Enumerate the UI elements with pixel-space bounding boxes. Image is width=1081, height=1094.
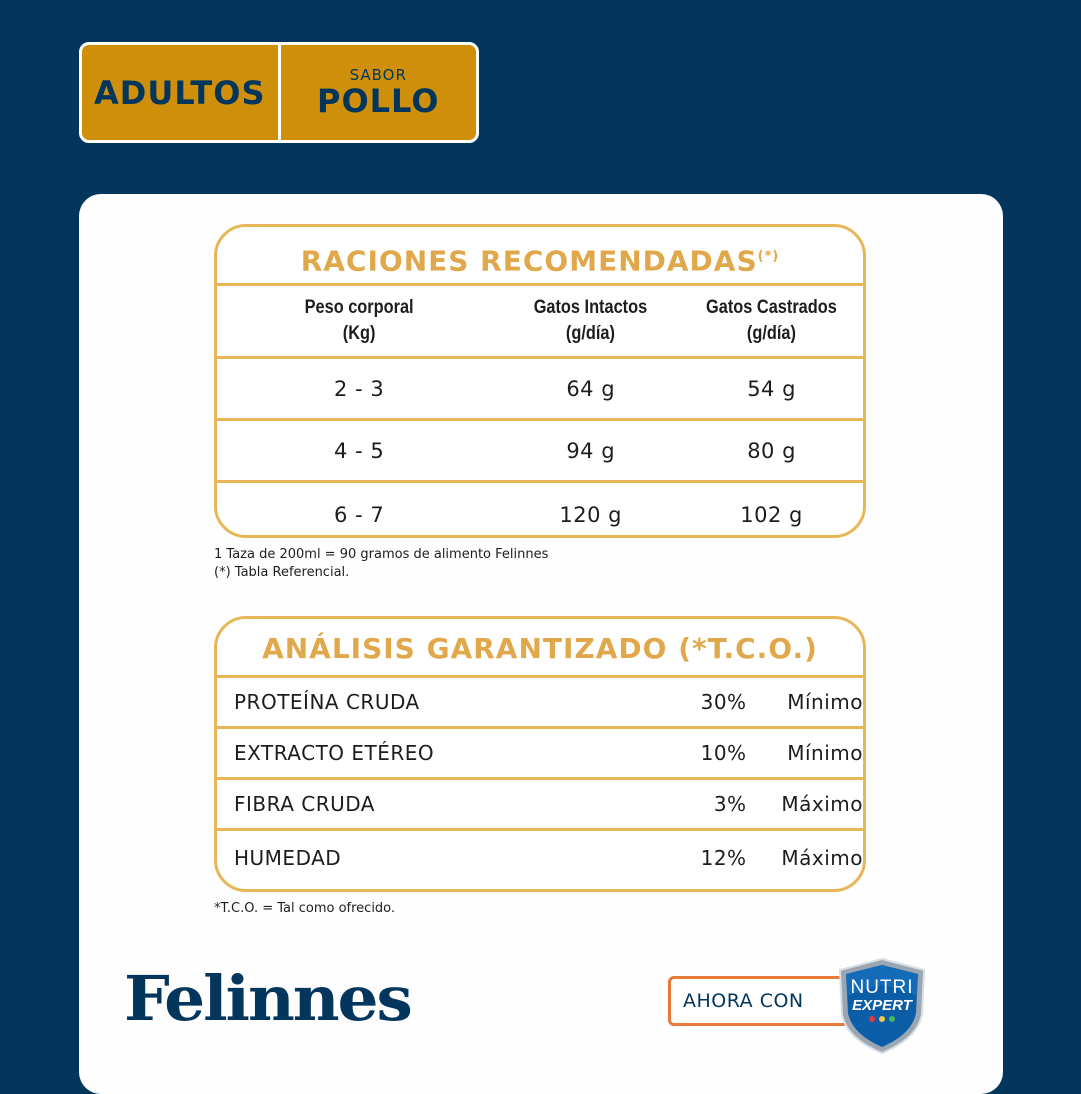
now-with-pill: [668, 976, 858, 1026]
flavor-label: POLLO: [317, 81, 440, 120]
neutered-cell: 102 g: [740, 503, 803, 527]
nutrient-name: FIBRA CRUDA: [234, 792, 375, 816]
analysis-title: ANÁLISIS GARANTIZADO (*T.C.O.): [217, 619, 863, 678]
table-row: [217, 831, 863, 885]
nutrient-type: Máximo: [781, 792, 863, 816]
flavor-caption: SABOR: [349, 65, 407, 84]
header-neutered: Gatos Castrados (g/día): [706, 297, 837, 344]
info-card: [79, 194, 1003, 1094]
nutrient-value: 30%: [700, 690, 747, 714]
rations-title-text: RACIONES RECOMENDADAS: [300, 244, 758, 278]
intact-cell: 64 g: [566, 376, 616, 401]
tco-note: *T.C.O. = Tal como ofrecido.: [214, 901, 396, 916]
table-row: [217, 421, 863, 483]
intact-cell: 120 g: [559, 503, 622, 527]
shield-line2: EXPERT: [852, 997, 912, 1014]
rations-header-row: [217, 286, 863, 359]
cup-note: 1 Taza de 200ml = 90 gramos de alimento Felinnes: [214, 547, 549, 562]
nutrient-type: Máximo: [781, 846, 863, 870]
nutrient-name: HUMEDAD: [234, 846, 342, 870]
rations-note: [214, 546, 548, 582]
nutrient-value: 3%: [713, 792, 747, 816]
audience-cell: [82, 45, 278, 140]
nutri-expert-shield-icon: [834, 956, 930, 1056]
table-row: [217, 729, 863, 780]
nutrient-name: PROTEÍNA CRUDA: [234, 690, 420, 714]
neutered-cell: 80 g: [747, 438, 796, 463]
nutrient-name: EXTRACTO ETÉREO: [234, 741, 435, 765]
neutered-cell: 54 g: [747, 376, 796, 401]
audience-label: ADULTOS: [94, 73, 266, 112]
table-row: [217, 483, 863, 538]
header-intact: Gatos Intactos (g/día): [533, 297, 648, 344]
rations-title: [217, 227, 863, 286]
now-with-label: AHORA CON: [683, 990, 804, 1012]
table-row: [217, 678, 863, 729]
weight-cell: 6 - 7: [334, 503, 385, 527]
analysis-table: [214, 616, 866, 892]
rations-title-mark: (*): [757, 249, 780, 264]
nutrient-value: 10%: [700, 741, 747, 765]
weight-cell: 4 - 5: [334, 438, 385, 463]
rations-table: [214, 224, 866, 538]
weight-cell: 2 - 3: [334, 376, 385, 401]
header-weight: Peso corporal (Kg): [304, 297, 414, 344]
reference-note: (*) Tabla Referencial.: [214, 565, 350, 580]
flavor-cell: [278, 45, 477, 140]
table-row: [217, 780, 863, 831]
nutrient-value: 12%: [700, 846, 747, 870]
shield-label: [834, 979, 930, 1015]
shield-line1: NUTRI: [850, 977, 914, 998]
brand-logo: Felinnes: [124, 962, 411, 1035]
product-badge: [79, 42, 479, 143]
nutrient-type: Mínimo: [787, 741, 863, 765]
intact-cell: 94 g: [566, 438, 616, 463]
nutrient-type: Mínimo: [787, 690, 863, 714]
table-row: [217, 359, 863, 421]
